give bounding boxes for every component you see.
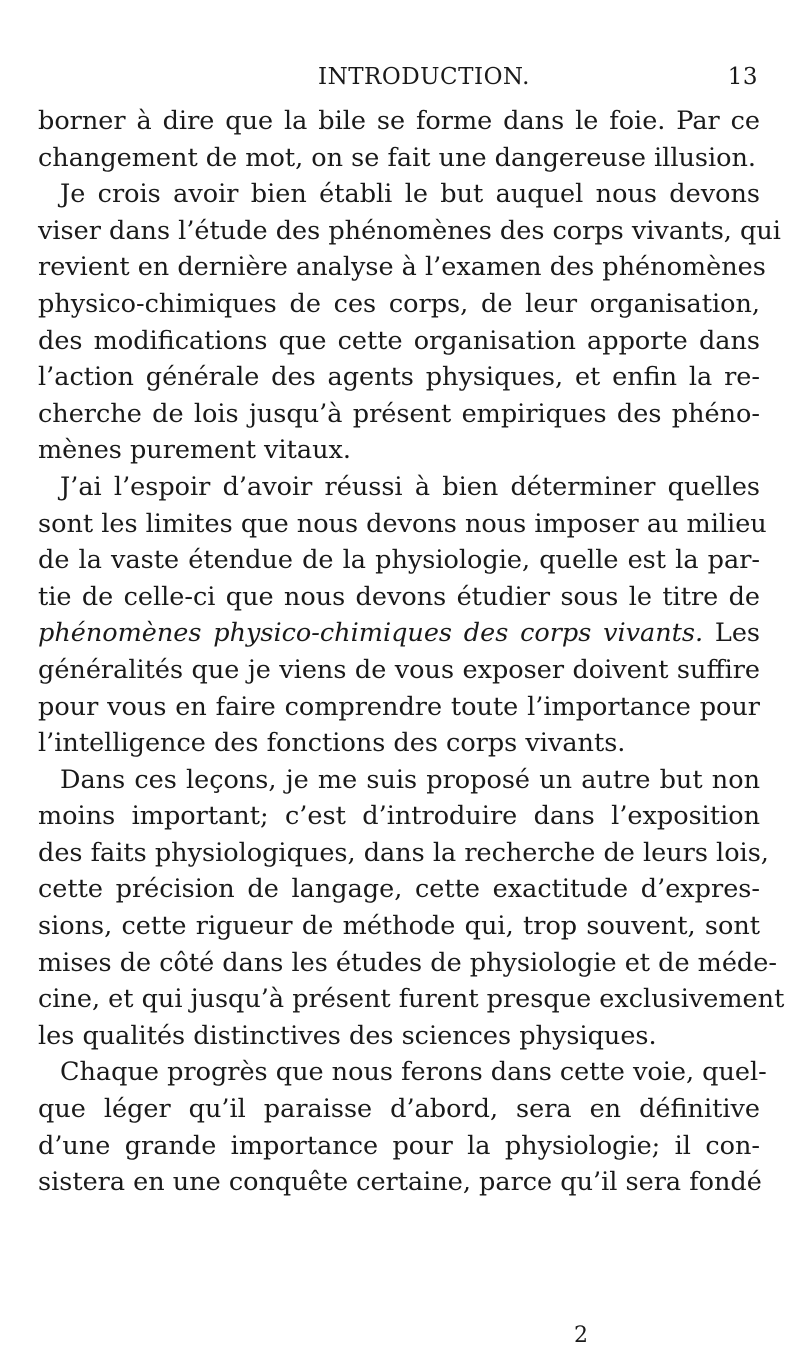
running-title: INTRODUCTION.	[318, 64, 530, 90]
text-line: cette précision de langage, cette exactitude d’expres-	[38, 874, 760, 905]
text-line: sont les limites que nous devons nous imposer au milieu	[38, 508, 767, 539]
signature-mark: 2	[574, 1323, 588, 1348]
text-line: changement de mot, on se fait une dangereuse illusion.	[38, 142, 757, 173]
text-line: borner à dire que la bile se forme dans le foie. Par ce	[38, 106, 760, 136]
text-line: mènes purement vitaux.	[38, 435, 351, 466]
text-line: cherche de lois jusqu’à présent empiriques des phéno-	[38, 398, 760, 429]
text-line: d’une grande importance pour la physiologie; il con-	[38, 1130, 760, 1161]
text-line: physico-chimiques de ces corps, de leur organisation,	[38, 288, 760, 319]
text-line: Je crois avoir bien établi le but auquel nous devons	[60, 179, 760, 210]
text-line: l’action générale des agents physiques, et enfin la re-	[38, 362, 760, 393]
text-fragment: Les	[703, 618, 761, 649]
text-line: Chaque progrès que nous ferons dans cette voie, quel-	[60, 1057, 767, 1088]
text-line: que léger qu’il paraisse d’abord, sera en définitive	[38, 1094, 760, 1125]
text-line: des modifications que cette organisation apporte dans	[38, 325, 760, 356]
text-line: généralités que je viens de vous exposer doivent suffire	[38, 654, 760, 685]
text-line: sions, cette rigueur de méthode qui, trop souvent, sont	[38, 911, 760, 942]
text-line: moins important; c’est d’introduire dans l’exposition	[38, 801, 760, 832]
body-text	[38, 103, 785, 1201]
text-line: tie de celle-ci que nous devons étudier sous le titre de	[38, 581, 760, 612]
text-line: J’ai l’espoir d’avoir réussi à bien déterminer quelles	[60, 471, 760, 502]
text-line: revient en dernière analyse à l’examen des phénomènes	[38, 252, 766, 283]
text-line: mises de côté dans les études de physiologie et de méde-	[38, 947, 777, 978]
text-line: les qualités distinctives des sciences physiques.	[38, 1020, 657, 1051]
text-line: l’intelligence des fonctions des corps vivants.	[38, 728, 626, 759]
text-line: Dans ces leçons, je me suis proposé un autre but non	[60, 764, 760, 795]
text-line: cine, et qui jusqu’à présent furent presque exclusivement	[38, 984, 785, 1015]
running-head	[318, 64, 758, 104]
text-line	[38, 615, 760, 652]
text-line: sistera en une conquête certaine, parce qu’il sera fondé	[38, 1167, 762, 1198]
text-line: viser dans l’étude des phénomènes des corps vivants, qui	[38, 215, 781, 246]
page-number: 13	[727, 64, 758, 90]
italic-phrase: phénomènes physico-chimiques des corps vivants.	[38, 618, 704, 649]
text-line: pour vous en faire comprendre toute l’importance pour	[38, 691, 760, 722]
text-line: des faits physiologiques, dans la recherche de leurs lois,	[38, 837, 769, 868]
text-line: de la vaste étendue de la physiologie, quelle est la par-	[38, 545, 760, 576]
